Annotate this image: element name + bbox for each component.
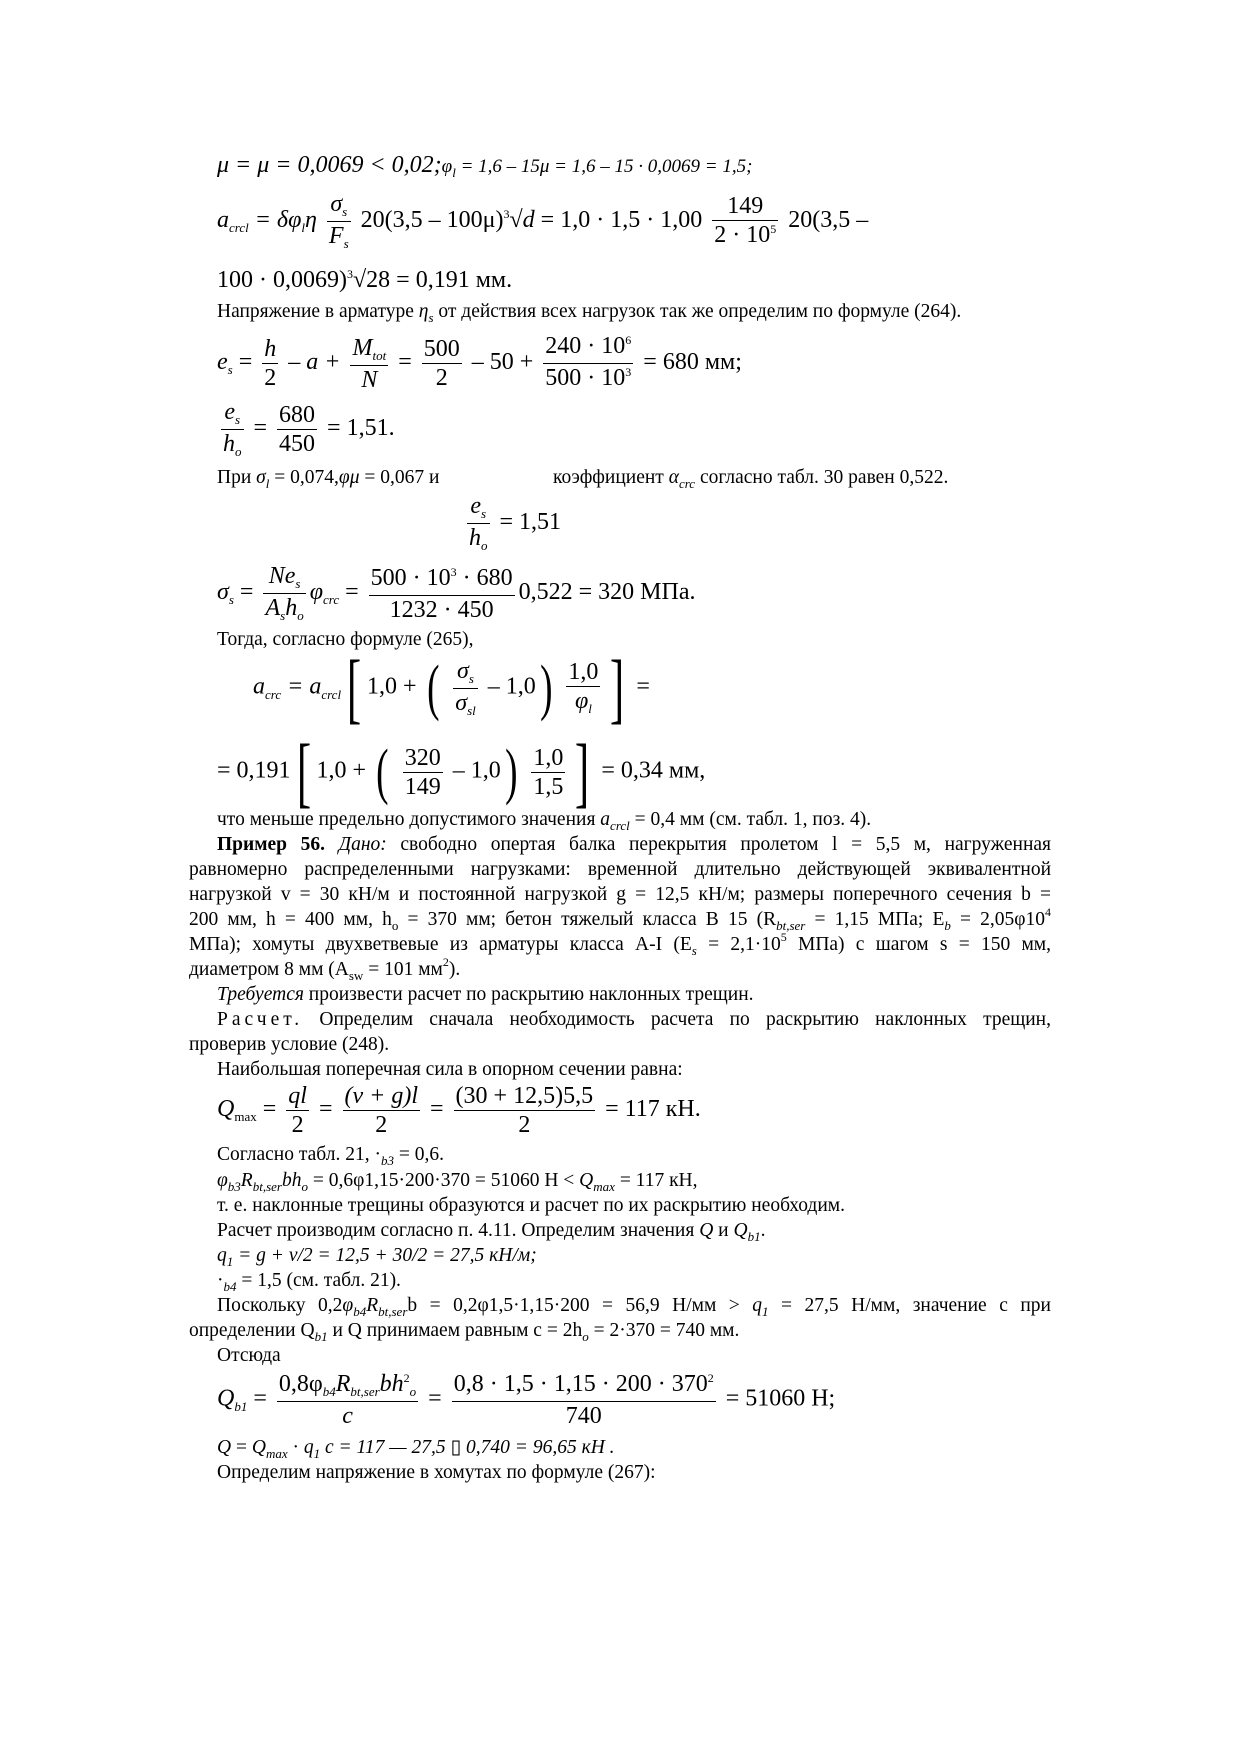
paragraph-hence: Отсюда xyxy=(217,1345,281,1366)
paragraph-coefficient: При $\sigma_l = 0,074,\varphi\mu = 0,067$ и xyxy=(217,467,440,491)
paragraph-stirrup-stress: Определим напряжение в хомутах по формуле (267): xyxy=(217,1462,656,1483)
fraction-30-125: $\frac{(30 + 12,5)5,5}{2}$ xyxy=(455,1083,594,1138)
paragraph-calculation-4-11: Расчет производим согласно п. 4.11. Определим значения Q и $Q_{b1}$. xyxy=(217,1220,766,1244)
fraction-1-15: $\frac{1,0}{1,5}$ xyxy=(533,744,564,800)
equation-es-ho: $\frac{e_s}{h_o}$ = $\frac{680}{450}$ = 1,51. xyxy=(223,399,395,459)
paragraph-calculation-2: проверив условие (248). xyxy=(189,1034,390,1055)
equation-q-b1: $Q_{b1}$ = $\frac{0,8\varphi_{b4}R_{bt,ser}bh^2_o}{c}$ = $\frac{0,8 \cdot 1,5 \cdot 1,15 \cdot 200 \cdot 370^2}{740}$ = 51060 Н; xyxy=(217,1371,836,1429)
paragraph-less-than-limit: что меньше предельно допустимого значения $a_{crcl} = 0,4$ мм (см. табл. 1, поз. 4). xyxy=(217,809,872,833)
paragraph-stress-264: Напряжение в арматуре $\eta_s$ от действия всех нагрузок так же определим по формуле (264). xyxy=(217,301,962,325)
fraction-1-phi: $\frac{1,0}{\varphi_l}$ xyxy=(568,659,599,716)
paragraph-max-shear: Наибольшая поперечная сила в опорном сечении равна: xyxy=(217,1059,683,1080)
fraction-500-2: $\frac{500}{2}$ xyxy=(423,336,460,391)
paragraph-phi-b4: $\cdot_{b4} = 1,5$ (см. табл. 21). xyxy=(217,1270,401,1294)
equation-a-crcl: $a_{crcl} = \delta\varphi_l\eta$ $\frac{\sigma_s}{F_s}$ 20(3,5 – 100μ)$^3$√d = 1,0 · 1,5 · 1,00 $\frac{149}{2 \cdot 10^5}$ 20(3,5 – xyxy=(217,191,869,251)
paragraph-since: Поскольку $0,2\varphi_{b4}R_{bt,ser}b = 0,2\varphi 1,5\cdot 1,15\cdot 200 = 56,9$ $Н/мм > q_1 = 27,5$ Н/мм, значение c при xyxy=(217,1295,1051,1319)
equation-q-max: $Q_{max}$ = $\frac{ql}{2}$ = $\frac{(v + g)l}{2}$ = $\frac{(30 + 12,5)5,5}{2}$ = 117 кН. xyxy=(217,1083,701,1138)
paragraph-required: Требуется произвести расчет по раскрытию наклонных трещин. xyxy=(217,984,754,1005)
fraction-nes: $\frac{Ne_s}{A_sh_o}$ xyxy=(265,563,304,623)
paragraph-q-result: $Q = Q_{max} \cdot q_1$ c = 117 — 27,5 ▯ 0,740 = 96,65 кН . xyxy=(217,1437,615,1461)
fraction-149: $\frac{149}{2 \cdot 10^5}$ xyxy=(714,192,777,248)
fraction-h-2: $\frac{h}{2}$ xyxy=(264,336,277,391)
paragraph-coefficient-alpha: коэффициент $\alpha_{crc}$ согласно табл. 30 равен 0,522. xyxy=(553,467,949,491)
paragraph-since-2: определении $Q_{b1}$ и Q принимаем равным $c = 2h_o = 2\cdot 370 = 740$ мм. xyxy=(189,1320,740,1344)
equation-e-s: $e_s$ = $\frac{h}{2}$ – a + $\frac{M_{tot}}{N}$ = $\frac{500}{2}$ – 50 + $\frac{240 \cdot 10^6}{500 \cdot 10^3}$ = 680 мм; xyxy=(217,332,742,395)
equation-mu: $\mu = \mu = 0,0069 < 0,02;\varphi_l = 1,6 - 15\mu = 1,6 - 15 \cdot 0,0069 = 1,5$; xyxy=(217,152,753,180)
fraction-08-phi: $\frac{0,8\varphi_{b4}R_{bt,ser}bh^2_o}{c}$ xyxy=(278,1371,417,1429)
fraction-es-ho: $\frac{e_s}{h_o}$ xyxy=(223,399,242,459)
equation-es-ho-151: $\frac{e_s}{h_o}$ = 1,51 xyxy=(469,493,562,553)
fraction-680-450: $\frac{680}{450}$ xyxy=(279,402,316,457)
paragraph-calculation: Расчет. Определим сначала необходимость расчета по раскрытию наклонных трещин, xyxy=(217,1009,1051,1030)
fraction-sigma-s-sl: $\frac{\sigma_s}{\sigma_{sl}}$ xyxy=(455,657,476,718)
equation-sigma-s: $\sigma_s$ = $\frac{Ne_s}{A_sh_o}$ $\varphi_{crc}$ = $\frac{500 \cdot 10^3 \cdot 680}{1232 \cdot 450}$ 0,522 = 320 МПа. xyxy=(217,563,696,623)
equation-a-crc-result: = 0,191[ 1,0 + ( $\frac{320}{149}$ – 1,0) $\frac{1,0}{1,5}$ ] = 0,34 мм, xyxy=(217,728,706,815)
paragraph-q1: $q_1 = g + v/2 = 12,5 + 30/2 = 27,5$ кН/м; xyxy=(217,1245,537,1269)
fraction-mtot-n: $\frac{M_{tot}}{N}$ xyxy=(352,334,387,393)
fraction-08-15: $\frac{0,8 \cdot 1,5 \cdot 1,15 \cdot 200 \cdot 370^2}{740}$ xyxy=(453,1371,714,1429)
fraction-vgl-2: $\frac{(v + g)l}{2}$ xyxy=(344,1083,418,1138)
eq1-mu: μ = μ = 0,0069 < 0,02; xyxy=(217,152,442,178)
example-56-line-2: равномерно распределенными нагрузками: временной длительно действующей эквивалентной xyxy=(189,859,1051,880)
example-56-line-5: МПа); хомуты двухветвевые из арматуры класса А-I ($E_s = 2,1\cdot 10^5$ МПа) с шагом s = 150 мм, xyxy=(189,930,1051,958)
paragraph-cracks-form: т. е. наклонные трещины образуются и расчет по их раскрытию необходим. xyxy=(217,1195,846,1216)
fraction-320-149: $\frac{320}{149}$ xyxy=(404,744,441,800)
paragraph-table-21: Согласно табл. 21, $\cdot_{b3} = 0,6$. xyxy=(217,1144,444,1168)
fraction-es-ho-2: $\frac{e_s}{h_o}$ xyxy=(469,493,488,553)
example-56-line-3: нагрузкой v = 30 кН/м и постоянной нагрузкой g = 12,5 кН/м; размеры поперечного сечения b = xyxy=(189,884,1051,905)
equation-a-crc: $a_{crc} = a_{crcl}$[ 1,0 + ( $\frac{\sigma_s}{\sigma_{sl}}$ – 1,0) $\frac{1,0}{\varphi_l}$ ] = xyxy=(253,644,650,731)
example-56-line-4: 200 мм, h = 400 мм, $h_o = 370$ мм; бетон тяжелый класса В 15 ($R_{bt,ser} = 1,15$ МПа; $E_b = 2,05\varphi 10^4$ xyxy=(189,905,1052,933)
example-56-line-6: диаметром 8 мм ($A_{sw} = 101$ $мм^2$). xyxy=(189,955,461,983)
paragraph-formula-265: Тогда, согласно формуле (265), xyxy=(217,629,474,650)
paragraph-phi-b3: $\varphi_{b3}R_{bt,ser}bh_o = 0,6\varphi 1,15\cdot 200\cdot 370 = 51060$ $Н < Q_{max} = 117$ кН, xyxy=(217,1170,698,1194)
equation-a-crcl-result: 100 · 0,0069)$^3$√28 = 0,191 мм. xyxy=(217,267,513,293)
fraction-sigma-f: $\frac{\sigma_s}{F_s}$ xyxy=(328,191,349,251)
example-56-line-1: Пример 56. Дано: свободно опертая балка перекрытия пролетом l = 5,5 м, нагруженная xyxy=(217,834,1052,855)
fraction-240: $\frac{240 \cdot 10^6}{500 \cdot 10^3}$ xyxy=(545,333,632,391)
fraction-500-680: $\frac{500 \cdot 10^3 \cdot 680}{1232 \cdot 450}$ xyxy=(370,564,513,623)
fraction-ql-2: $\frac{ql}{2}$ xyxy=(288,1083,307,1138)
